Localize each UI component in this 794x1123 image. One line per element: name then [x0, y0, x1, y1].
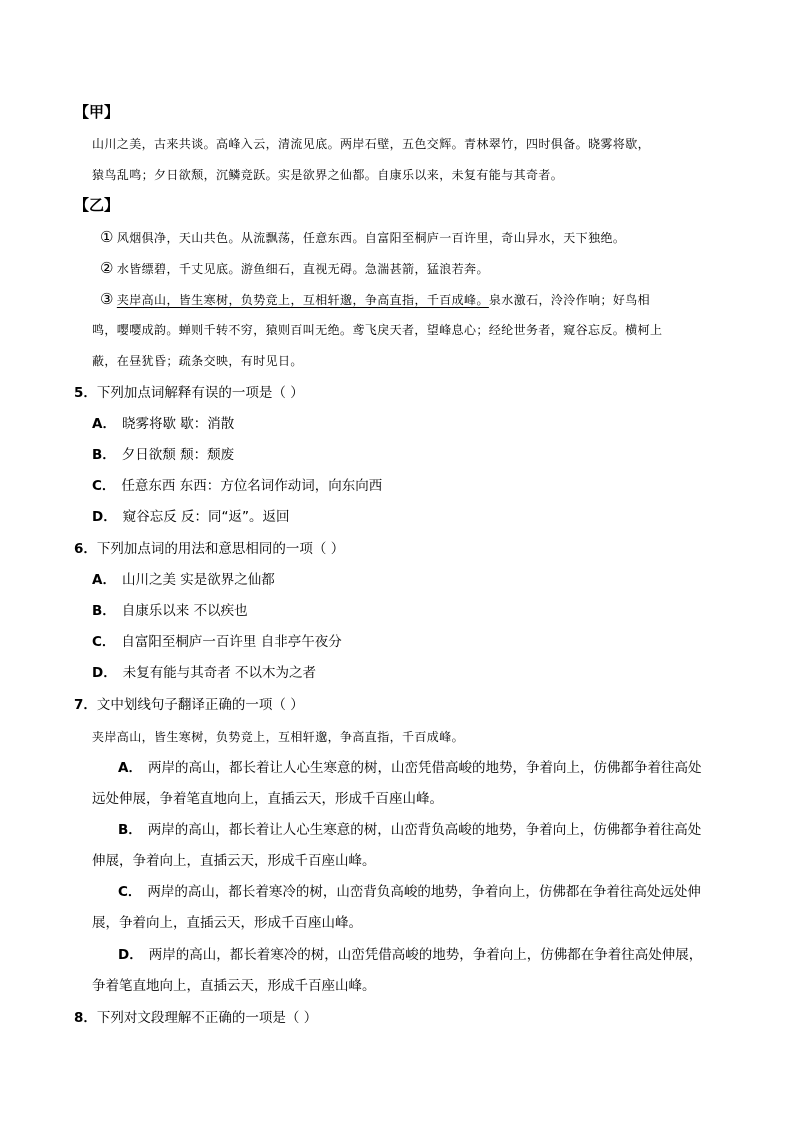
question-5-option-c[interactable] [92, 477, 382, 495]
question-5 [74, 384, 304, 402]
question-5-option-b[interactable] [92, 446, 234, 464]
option-letter: C． [118, 884, 142, 900]
option-letter: C． [92, 478, 116, 494]
option-letter: A． [118, 760, 142, 776]
option-text: 两岸的高山，都长着让人心生寒意的树，山峦背负高峻的地势，争着向上，仿佛都争着往高处 [147, 822, 702, 838]
question-7-quote: 夹岸高山，皆生寒树，负势竞上，互相轩邈，争高直指，千百成峰。 [92, 730, 465, 744]
option-letter: C． [92, 634, 116, 650]
option-text: 窥谷忘反 反：同“返”。返回 [122, 509, 290, 525]
paragraph-number: ② [100, 259, 114, 277]
passage-yi-paragraph-1 [100, 228, 625, 247]
passage-yi-heading: 【乙】 [74, 196, 120, 214]
question-5-option-d[interactable] [92, 508, 290, 526]
question-7-option-c-continued: 展，争着向上，直插云天，形成千百座山峰。 [92, 915, 362, 931]
paragraph-number: ① [100, 228, 114, 246]
paragraph-number: ③ [100, 290, 114, 308]
paragraph-text: 水皆缥碧，千丈见底。游鱼细石，直视无碍。急湍甚箭，猛浪若奔。 [116, 262, 489, 276]
option-text: 自富阳至桐庐一百许里 自非亭午夜分 [121, 634, 342, 650]
option-letter: A． [92, 572, 116, 588]
option-text: 两岸的高山，都长着寒冷的树，山峦背负高峻的地势，争着向上，仿佛都在争着往高处远处伸 [147, 884, 701, 900]
question-stem: 下列对文段理解不正确的一项是（ ） [96, 1010, 318, 1026]
question-7-option-a-continued: 远处伸展，争着笔直地向上，直插云天，形成千百座山峰。 [92, 791, 443, 807]
passage-jia-line: 山川之美，古来共谈。高峰入云，清流见底。两岸石壁，五色交辉。青林翠竹，四时俱备。晓雾将歇， [92, 137, 651, 151]
question-number: 8． [74, 1010, 97, 1026]
question-6 [74, 540, 344, 558]
option-text: 晓雾将歇 歇：消散 [121, 416, 235, 432]
question-number: 5． [74, 385, 97, 401]
question-stem: 下列加点词解释有误的一项是（ ） [96, 385, 304, 401]
passage-yi-line: 蔽，在昼犹昏；疏条交映，有时见日。 [92, 354, 303, 368]
question-5-option-a[interactable] [92, 415, 234, 433]
option-letter: D． [92, 509, 117, 525]
underlined-sentence: 夹岸高山，皆生寒树，负势竞上，互相轩邈，争高直指，千百成峰。 [116, 293, 489, 307]
question-7-option-c[interactable] [118, 883, 701, 901]
question-6-option-a[interactable] [92, 571, 275, 589]
question-stem: 文中划线句子翻译正确的一项（ ） [96, 697, 304, 713]
option-text: 两岸的高山，都长着寒冷的树，山峦凭借高峻的地势，争着向上，仿佛都在争着往高处伸展， [148, 947, 703, 963]
question-7-option-d[interactable] [118, 946, 702, 964]
question-6-option-d[interactable] [92, 664, 316, 682]
option-letter: D． [92, 665, 117, 681]
option-letter: D． [118, 947, 143, 963]
option-text: 自康乐以来 不以疾也 [121, 603, 248, 619]
question-8 [74, 1009, 317, 1027]
paragraph-text: 泉水激石，泠泠作响；好鸟相 [488, 293, 651, 307]
passage-jia-line: 猿鸟乱鸣；夕日欲颓，沉鳞竞跃。实是欲界之仙都。自康乐以来，未复有能与其奇者。 [92, 168, 564, 182]
option-text: 未复有能与其奇者 不以木为之者 [122, 665, 317, 681]
passage-yi-paragraph-3 [100, 290, 650, 309]
option-letter: A． [92, 416, 116, 432]
option-letter: B． [118, 822, 142, 838]
question-stem: 下列加点词的用法和意思相同的一项（ ） [96, 541, 345, 557]
question-7-option-d-continued: 争着笔直地向上，直插云天，形成千百座山峰。 [92, 978, 376, 994]
passage-jia-heading: 【甲】 [74, 103, 120, 121]
question-number: 7． [74, 697, 97, 713]
question-7-option-a[interactable] [118, 759, 701, 777]
question-7 [74, 696, 304, 714]
option-text: 任意东西 东西：方位名词作动词，向东向西 [121, 478, 383, 494]
question-7-option-b-continued: 伸展，争着向上，直插云天，形成千百座山峰。 [92, 853, 376, 869]
question-number: 6． [74, 541, 97, 557]
passage-yi-line: 鸣，嘤嘤成韵。蝉则千转不穷，猿则百叫无绝。鸢飞戾天者，望峰息心；经纶世务者，窥谷忘反。横柯上 [92, 323, 663, 337]
question-6-option-c[interactable] [92, 633, 342, 651]
option-letter: B． [92, 603, 116, 619]
option-letter: B． [92, 447, 116, 463]
option-text: 夕日欲颓 颓：颓废 [121, 447, 235, 463]
option-text: 山川之美 实是欲界之仙都 [121, 572, 275, 588]
question-7-option-b[interactable] [118, 821, 701, 839]
passage-yi-paragraph-2 [100, 259, 489, 278]
paragraph-text: 风烟俱净，天山共色。从流飘荡，任意东西。自富阳至桐庐一百许里，奇山异水，天下独绝。 [116, 231, 626, 245]
option-text: 两岸的高山，都长着让人心生寒意的树，山峦凭借高峻的地势，争着向上，仿佛都争着往高处 [147, 760, 702, 776]
question-6-option-b[interactable] [92, 602, 248, 620]
